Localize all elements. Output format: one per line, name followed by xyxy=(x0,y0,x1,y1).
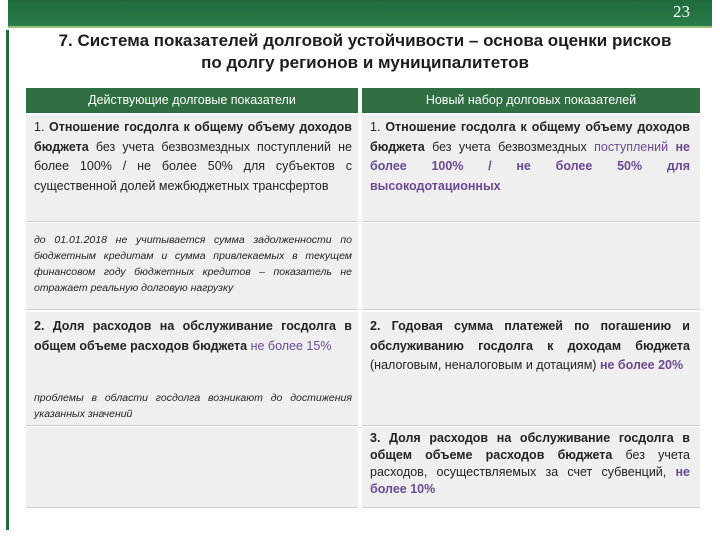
right-box-empty xyxy=(362,223,700,310)
left-item1-num: 1. xyxy=(34,120,49,134)
right-item3-limit: не более 10% xyxy=(370,465,690,496)
left-item1-bold: Отношение госдолга к общему объему доходов бюджета xyxy=(34,120,352,154)
right-item2-rest: (налоговым, неналоговым и дотациям) xyxy=(370,358,600,372)
right-indicator-1 xyxy=(370,118,690,196)
title-line-2: по долгу регионов и муниципалитетов xyxy=(201,53,529,72)
right-indicator-3 xyxy=(370,430,690,498)
page-number: 23 xyxy=(673,2,690,21)
left-note-1: до 01.01.2018 не учитывается сумма задолженности по бюджетным кредитам и сумма привлекаемых в текущем финансовом году бюджетных кредитов – показатель не отражает реальную долговую нагрузку xyxy=(34,234,352,294)
right-item3-rest: без учета расходов, осуществляемых за счет субвенций, xyxy=(370,448,690,479)
right-item2-bold: 2. Годовая сумма платежей по погашению и обслуживанию госдолга к доходам бюджета xyxy=(370,319,690,353)
left-note-2: проблемы в области госдолга возникают до достижения указанных значений xyxy=(34,392,352,420)
slide-title xyxy=(30,30,700,74)
left-item1-rest: без учета безвозмездных поступлений не более 100% / не более 50% для субъектов с существенной долей межбюджетных трансфертов xyxy=(34,139,352,193)
top-bar xyxy=(8,0,712,28)
side-rule xyxy=(6,30,9,530)
right-item1-limit: не более 100% / не более 50% для высокодотационных xyxy=(370,139,690,193)
right-item1-num: 1. xyxy=(370,120,386,134)
right-item1-rest-colored: поступлений xyxy=(594,139,676,154)
left-indicator-1 xyxy=(34,118,352,196)
right-item3-bold: 3. Доля расходов на обслуживание госдолга в общем объеме расходов бюджета xyxy=(370,431,690,462)
left-box-empty xyxy=(26,427,358,508)
title-line-1: 7. Система показателей долговой устойчивости – основа оценки рисков xyxy=(58,31,672,50)
right-item1-rest-plain: без учета безвозмездных xyxy=(424,139,595,154)
right-item1-bold: Отношение госдолга к общему объему доходов бюджета xyxy=(370,120,690,154)
left-indicator-2 xyxy=(34,317,352,356)
left-column-header: Действующие долговые показатели xyxy=(26,88,358,113)
right-column-header: Новый набор долговых показателей xyxy=(362,88,700,113)
right-indicator-2 xyxy=(370,317,690,376)
right-item2-limit: не более 20% xyxy=(599,358,684,372)
left-item2-bold: 2. Доля расходов на обслуживание госдолга в общем объеме расходов бюджета xyxy=(34,319,352,353)
left-item2-rest: не более 15% xyxy=(247,338,332,353)
